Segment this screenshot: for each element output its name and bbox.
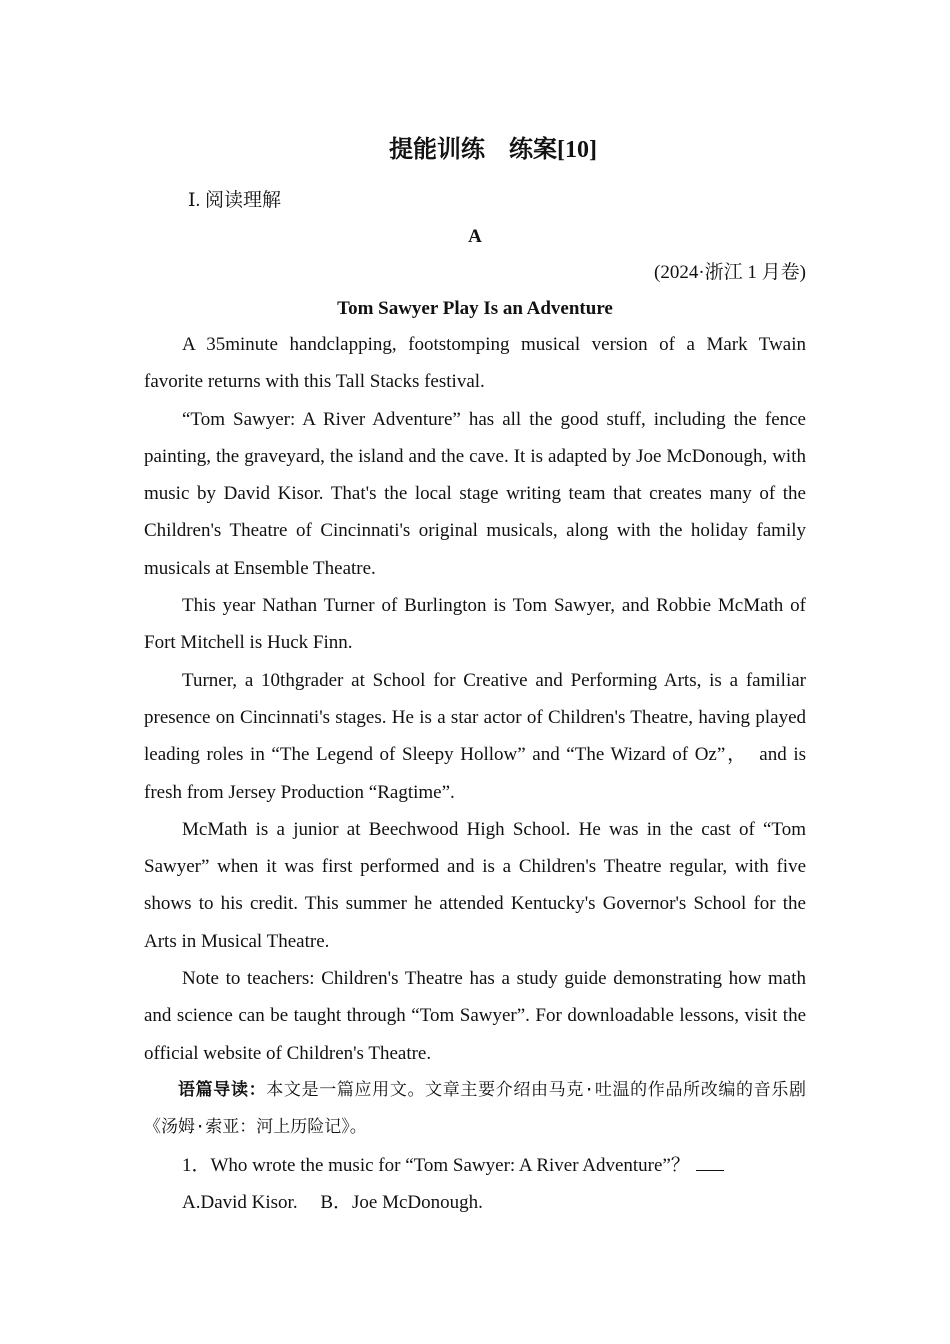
section-heading: Ⅰ. 阅读理解 [188, 190, 282, 211]
guide-text: 本文是一篇应用文。文章主要介绍由马克·吐温的作品所改编的音乐剧《汤姆·索亚：河上历险记》。 [144, 1079, 807, 1138]
option-a: A.David Kisor. [182, 1191, 298, 1213]
paragraph-5: McMath is a junior at Beechwood High School. He was in the cast of “Tom Sawyer” when it was first performed and is a Children's Theatre regular, with five shows to his credit. This summer he attended Kentucky's Governor's School for the Arts in Musical Theatre. [144, 818, 806, 952]
paragraph-3: This year Nathan Turner of Burlington is Tom Sawyer, and Robbie McMath of Fort Mitchell is Huck Finn. [144, 595, 806, 654]
reading-guide [144, 1072, 806, 1147]
question-text: 1．Who wrote the music for “Tom Sawyer: A River Adventure”？ [182, 1154, 690, 1176]
source-citation: (2024·浙江 1 月卷) [654, 262, 806, 283]
answer-blank[interactable] [696, 1152, 724, 1171]
document-page [144, 128, 806, 1221]
paragraph-4: Turner, a 10thgrader at School for Creative and Performing Arts, is a familiar presence on Cincinnati's stages. He is a star actor of Children's Theatre, having played leading roles in “The Legend of Sleepy Hollow” and “The Wizard of Oz”， and is fresh from Jersey Production “Ragtime”. [144, 669, 806, 803]
guide-label: 语篇导读： [178, 1079, 267, 1100]
question-1 [144, 1147, 806, 1184]
article-title: Tom Sawyer Play Is an Adventure [337, 298, 613, 319]
question-1-options [144, 1184, 806, 1221]
paragraph-2: “Tom Sawyer: A River Adventure” has all the good stuff, including the fence painting, the graveyard, the island and the cave. It is adapted by Joe McDonough, with music by David Kisor. That's the local stage writing team that creates many of the Children's Theatre of Cincinnati's original musicals, along with the holiday family musicals at Ensemble Theatre. [144, 408, 806, 579]
page-title: 提能训练 练案[10] [389, 137, 597, 163]
passage-label: A [468, 226, 482, 247]
paragraph-1: A 35minute handclapping, footstomping musical version of a Mark Twain favorite returns with this Tall Stacks festival. [144, 334, 806, 393]
paragraph-6: Note to teachers: Children's Theatre has a study guide demonstrating how math and science can be taught through “Tom Sawyer”. For downloadable lessons, visit the official website of Children's Theatre. [144, 968, 806, 1064]
option-b: B．Joe McDonough. [320, 1191, 483, 1213]
